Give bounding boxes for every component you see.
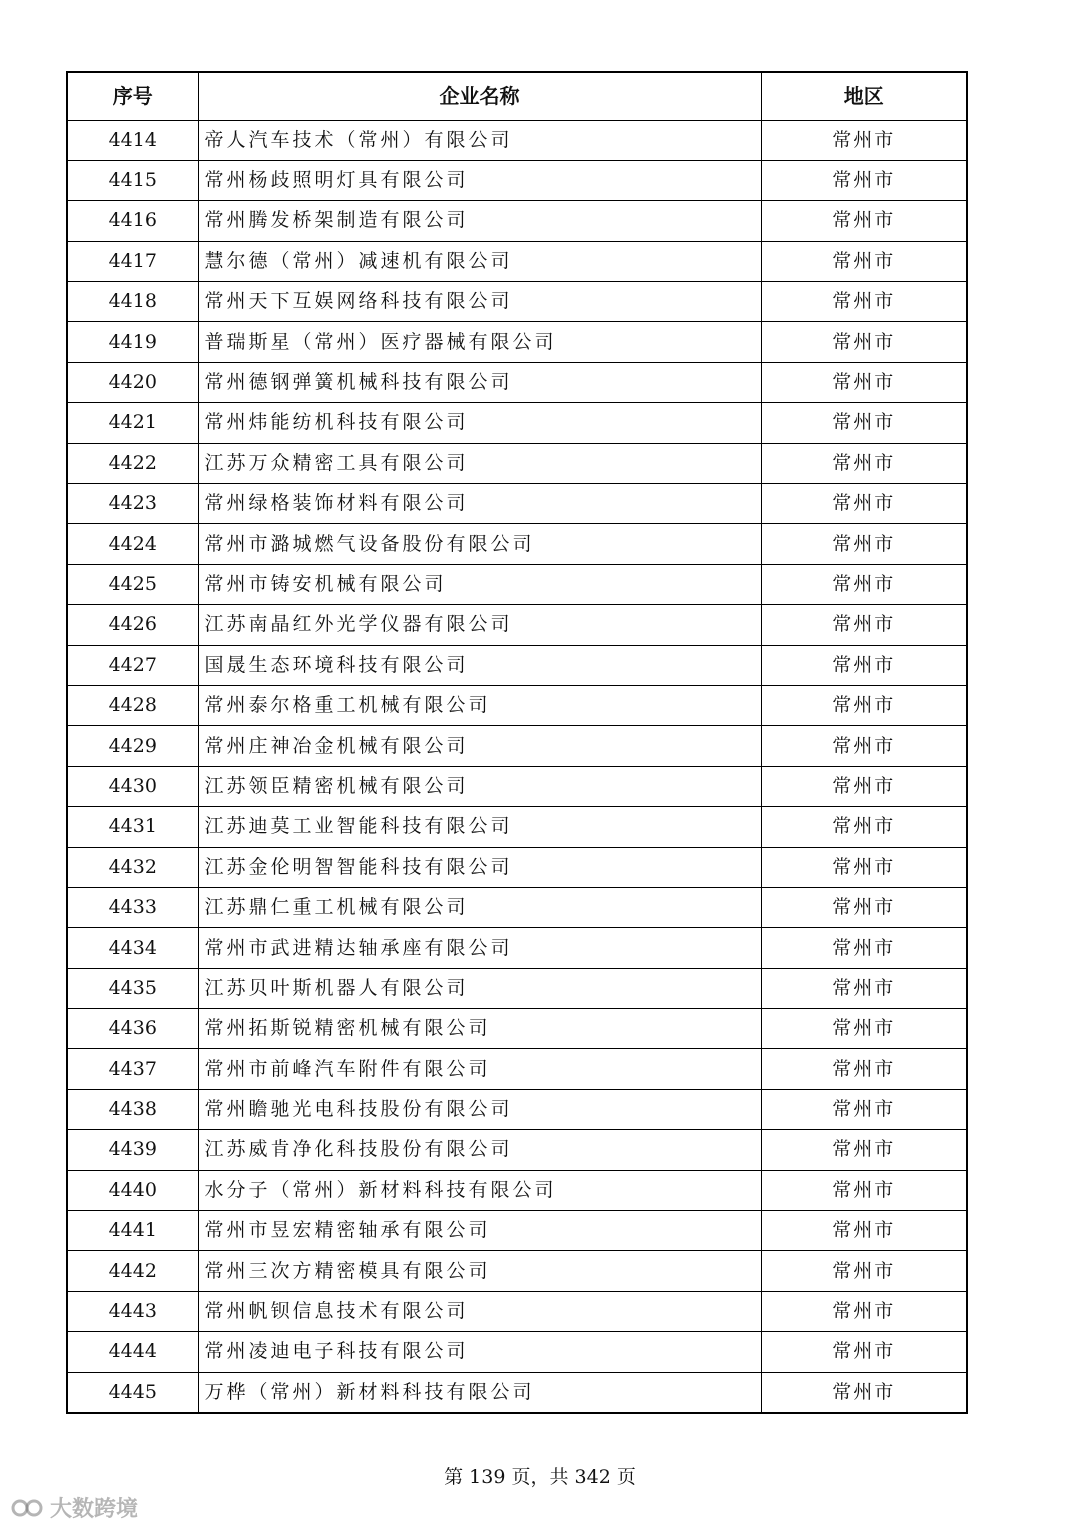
table-row <box>67 1291 967 1331</box>
table-row <box>67 1009 967 1049</box>
row-company-name: 常州凌迪电子科技有限公司 <box>198 1332 761 1372</box>
table-row <box>67 443 967 483</box>
row-serial: 4421 <box>67 403 198 443</box>
row-region: 常州市 <box>761 241 967 281</box>
table-row <box>67 564 967 604</box>
row-company-name: 江苏威肯净化科技股份有限公司 <box>198 1130 761 1170</box>
row-region: 常州市 <box>761 524 967 564</box>
table-row <box>67 1211 967 1251</box>
row-company-name: 帝人汽车技术（常州）有限公司 <box>198 120 761 160</box>
table-row <box>67 645 967 685</box>
row-company-name: 慧尔德（常州）减速机有限公司 <box>198 241 761 281</box>
row-region: 常州市 <box>761 968 967 1008</box>
row-company-name: 国晟生态环境科技有限公司 <box>198 645 761 685</box>
row-serial: 4427 <box>67 645 198 685</box>
row-company-name: 常州炜能纺机科技有限公司 <box>198 403 761 443</box>
row-region: 常州市 <box>761 1372 967 1412</box>
table-row <box>67 685 967 725</box>
row-serial: 4432 <box>67 847 198 887</box>
page-number: 第 139 页，共 342 页 <box>444 1466 636 1488</box>
table-row <box>67 928 967 968</box>
row-company-name: 江苏贝叶斯机器人有限公司 <box>198 968 761 1008</box>
row-region: 常州市 <box>761 120 967 160</box>
brand-logo-icon <box>10 1496 46 1520</box>
table-header-row <box>67 72 967 120</box>
row-company-name: 常州绿格装饰材料有限公司 <box>198 484 761 524</box>
table-row <box>67 403 967 443</box>
row-serial: 4433 <box>67 887 198 927</box>
row-company-name: 常州市潞城燃气设备股份有限公司 <box>198 524 761 564</box>
table-row <box>67 887 967 927</box>
row-serial: 4418 <box>67 282 198 322</box>
table-row <box>67 726 967 766</box>
table-row <box>67 1251 967 1291</box>
row-company-name: 常州市武进精达轴承座有限公司 <box>198 928 761 968</box>
row-region: 常州市 <box>761 443 967 483</box>
row-region: 常州市 <box>761 484 967 524</box>
row-serial: 4443 <box>67 1291 198 1331</box>
row-region: 常州市 <box>761 322 967 362</box>
header-region: 地区 <box>761 72 967 120</box>
row-region: 常州市 <box>761 1251 967 1291</box>
table-row <box>67 1372 967 1412</box>
row-region: 常州市 <box>761 1291 967 1331</box>
row-region: 常州市 <box>761 928 967 968</box>
row-region: 常州市 <box>761 403 967 443</box>
row-region: 常州市 <box>761 1211 967 1251</box>
row-region: 常州市 <box>761 201 967 241</box>
row-serial: 4436 <box>67 1009 198 1049</box>
table-row <box>67 241 967 281</box>
row-company-name: 常州德钢弹簧机械科技有限公司 <box>198 362 761 402</box>
row-serial: 4423 <box>67 484 198 524</box>
row-serial: 4430 <box>67 766 198 806</box>
row-serial: 4438 <box>67 1089 198 1129</box>
row-serial: 4429 <box>67 726 198 766</box>
table-row <box>67 1130 967 1170</box>
row-region: 常州市 <box>761 766 967 806</box>
row-serial: 4439 <box>67 1130 198 1170</box>
row-region: 常州市 <box>761 1170 967 1210</box>
row-company-name: 常州杨歧照明灯具有限公司 <box>198 160 761 200</box>
row-region: 常州市 <box>761 1130 967 1170</box>
header-company-name: 企业名称 <box>198 72 761 120</box>
table-row <box>67 1049 967 1089</box>
table-row <box>67 1332 967 1372</box>
row-region: 常州市 <box>761 1332 967 1372</box>
row-serial: 4415 <box>67 160 198 200</box>
watermark <box>10 1492 138 1523</box>
row-company-name: 江苏鼎仁重工机械有限公司 <box>198 887 761 927</box>
table-row <box>67 1170 967 1210</box>
row-serial: 4420 <box>67 362 198 402</box>
row-company-name: 江苏领臣精密机械有限公司 <box>198 766 761 806</box>
row-company-name: 普瑞斯星（常州）医疗器械有限公司 <box>198 322 761 362</box>
table-row <box>67 847 967 887</box>
table-row <box>67 160 967 200</box>
row-company-name: 常州市昱宏精密轴承有限公司 <box>198 1211 761 1251</box>
row-company-name: 常州庄神冶金机械有限公司 <box>198 726 761 766</box>
table-row <box>67 322 967 362</box>
row-region: 常州市 <box>761 726 967 766</box>
row-region: 常州市 <box>761 564 967 604</box>
row-region: 常州市 <box>761 887 967 927</box>
table-row <box>67 120 967 160</box>
row-company-name: 江苏金伦明智智能科技有限公司 <box>198 847 761 887</box>
row-serial: 4435 <box>67 968 198 1008</box>
row-region: 常州市 <box>761 1009 967 1049</box>
row-region: 常州市 <box>761 282 967 322</box>
row-serial: 4424 <box>67 524 198 564</box>
row-company-name: 常州泰尔格重工机械有限公司 <box>198 685 761 725</box>
row-region: 常州市 <box>761 807 967 847</box>
row-region: 常州市 <box>761 1089 967 1129</box>
table-row <box>67 807 967 847</box>
row-region: 常州市 <box>761 605 967 645</box>
row-company-name: 万桦（常州）新材料科技有限公司 <box>198 1372 761 1412</box>
row-company-name: 常州腾发桥架制造有限公司 <box>198 201 761 241</box>
row-serial: 4440 <box>67 1170 198 1210</box>
row-region: 常州市 <box>761 160 967 200</box>
company-table <box>66 71 968 1414</box>
watermark-text: 大数跨境 <box>50 1497 139 1522</box>
table-row <box>67 524 967 564</box>
table-row <box>67 968 967 1008</box>
row-serial: 4417 <box>67 241 198 281</box>
row-serial: 4441 <box>67 1211 198 1251</box>
table-row <box>67 362 967 402</box>
row-serial: 4428 <box>67 685 198 725</box>
row-serial: 4431 <box>67 807 198 847</box>
table-row <box>67 282 967 322</box>
row-company-name: 常州瞻驰光电科技股份有限公司 <box>198 1089 761 1129</box>
table-row <box>67 1089 967 1129</box>
company-table-container <box>66 71 966 1414</box>
row-serial: 4444 <box>67 1332 198 1372</box>
row-region: 常州市 <box>761 362 967 402</box>
row-region: 常州市 <box>761 847 967 887</box>
row-serial: 4414 <box>67 120 198 160</box>
row-serial: 4442 <box>67 1251 198 1291</box>
row-company-name: 常州市前峰汽车附件有限公司 <box>198 1049 761 1089</box>
row-company-name: 常州帆钡信息技术有限公司 <box>198 1291 761 1331</box>
row-company-name: 常州天下互娱网络科技有限公司 <box>198 282 761 322</box>
row-company-name: 常州三次方精密模具有限公司 <box>198 1251 761 1291</box>
row-company-name: 常州拓斯锐精密机械有限公司 <box>198 1009 761 1049</box>
row-serial: 4422 <box>67 443 198 483</box>
row-serial: 4434 <box>67 928 198 968</box>
row-region: 常州市 <box>761 1049 967 1089</box>
row-serial: 4445 <box>67 1372 198 1412</box>
row-company-name: 常州市铸安机械有限公司 <box>198 564 761 604</box>
row-company-name: 江苏迪莫工业智能科技有限公司 <box>198 807 761 847</box>
table-row <box>67 201 967 241</box>
row-serial: 4416 <box>67 201 198 241</box>
table-row <box>67 605 967 645</box>
row-region: 常州市 <box>761 645 967 685</box>
header-serial: 序号 <box>67 72 198 120</box>
row-company-name: 江苏万众精密工具有限公司 <box>198 443 761 483</box>
row-serial: 4426 <box>67 605 198 645</box>
row-region: 常州市 <box>761 685 967 725</box>
row-company-name: 江苏南晶红外光学仪器有限公司 <box>198 605 761 645</box>
table-row <box>67 766 967 806</box>
row-company-name: 水分子（常州）新材料科技有限公司 <box>198 1170 761 1210</box>
table-body <box>67 120 967 1413</box>
row-serial: 4437 <box>67 1049 198 1089</box>
row-serial: 4425 <box>67 564 198 604</box>
table-row <box>67 484 967 524</box>
row-serial: 4419 <box>67 322 198 362</box>
